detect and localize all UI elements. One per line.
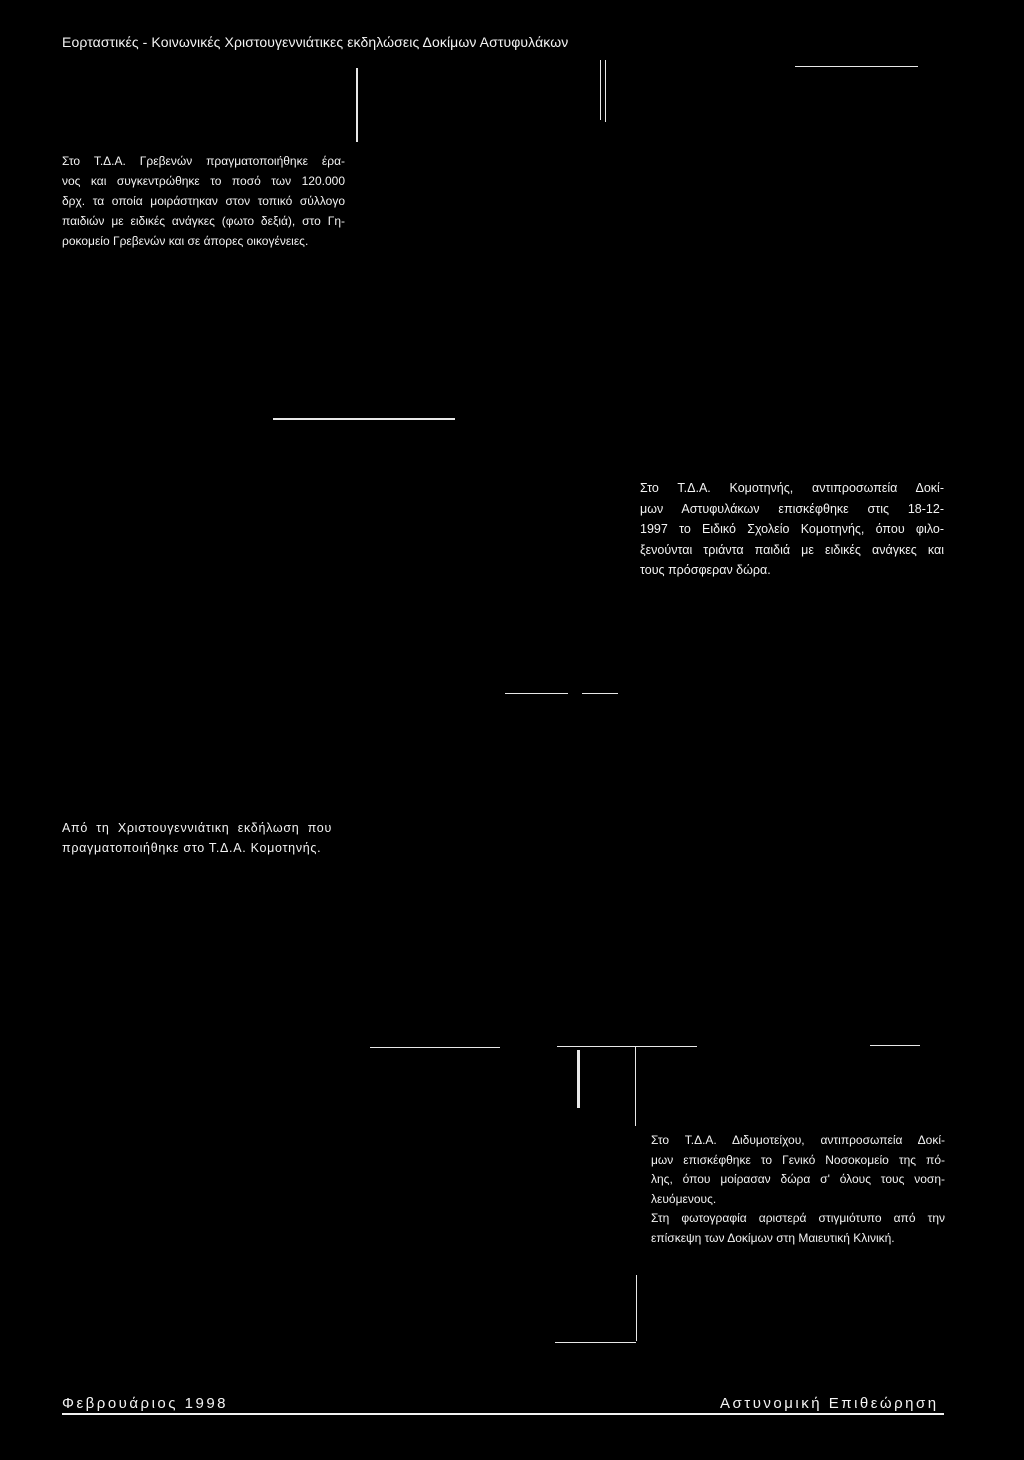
photo-edge-line <box>555 1342 636 1343</box>
caption-line: Από τη Χριστουγεννιάτικη εκδήλωση που <box>62 821 332 835</box>
photo-edge-line <box>636 1275 637 1341</box>
caption-line: μων επισκέφθηκε το Γενικό Νοσοκομείο της πό- <box>651 1152 945 1167</box>
caption-line: Στο Τ.Δ.Α. Κομοτηνής, αντιπροσωπεία Δοκί- <box>640 481 944 495</box>
photo-edge-line <box>600 60 601 120</box>
caption-line: Στο Τ.Δ.Α. Διδυμοτείχου, αντιπροσωπεία Δοκί- <box>651 1133 945 1147</box>
caption-line: δρχ. τα οποία μοιράστηκαν στον τοπικό σύλλογο <box>62 194 345 208</box>
caption-line: επίσκεψη των Δοκίμων στη Μαιευτική Κλινική. <box>651 1230 895 1245</box>
caption-didymoteicho <box>651 1131 945 1248</box>
photo-edge-line <box>370 1047 500 1048</box>
caption-line: ξενούνται τριάντα παιδιά με ειδικές ανάγκες και <box>640 542 944 557</box>
caption-line: παιδιών με ειδικές ανάγκες (φωτο δεξιά), στο Γη- <box>62 214 345 228</box>
footer-issue-date: Φεβρουάριος 1998 <box>62 1395 229 1412</box>
photo-edge-line <box>505 693 568 694</box>
caption-komotini-visit <box>640 478 944 581</box>
caption-line: μων Αστυφυλάκων επισκέφθηκε στις 18-12- <box>640 501 944 516</box>
caption-line: νος και συγκεντρώθηκε το ποσό των 120.000 <box>62 174 345 188</box>
caption-line: 1997 το Ειδικό Σχολείο Κομοτηνής, όπου φιλο- <box>640 522 944 536</box>
photo-edge-line <box>577 1050 580 1108</box>
caption-line: λευόμενους. <box>651 1191 717 1206</box>
photo-edge-line <box>273 418 455 420</box>
photo-edge-line <box>635 1046 636 1126</box>
photo-edge-line <box>795 66 918 67</box>
photo-edge-line <box>605 60 606 122</box>
caption-komotini-event <box>62 818 332 858</box>
caption-line: ροκομείο Γρεβενών και σε άπορες οικογένειες. <box>62 234 309 248</box>
footer-rule <box>62 1413 944 1415</box>
caption-line: πραγματοποιήθηκε στο Τ.Δ.Α. Κομοτηνής. <box>62 841 322 855</box>
photo-edge-line <box>870 1045 920 1046</box>
photo-edge-line <box>557 1046 697 1047</box>
caption-line: τους πρόσφεραν δώρα. <box>640 563 771 577</box>
caption-grevena <box>62 151 345 251</box>
page-title: Εορταστικές - Κοινωνικές Χριστουγεννιάτικες εκδηλώσεις Δοκίμων Αστυφυλάκων <box>62 34 569 50</box>
photo-edge-line <box>582 693 618 694</box>
photo-edge-line <box>356 68 358 142</box>
caption-line: λης, όπου μοίρασαν δώρα σ' όλους τους νοση- <box>651 1172 945 1186</box>
caption-line: Στο Τ.Δ.Α. Γρεβενών πραγματοποιήθηκε έρα- <box>62 154 345 168</box>
footer-publication-name: Αστυνομική Επιθεώρηση <box>720 1395 939 1412</box>
caption-line: Στη φωτογραφία αριστερά στιγμιότυπο από την <box>651 1211 945 1225</box>
